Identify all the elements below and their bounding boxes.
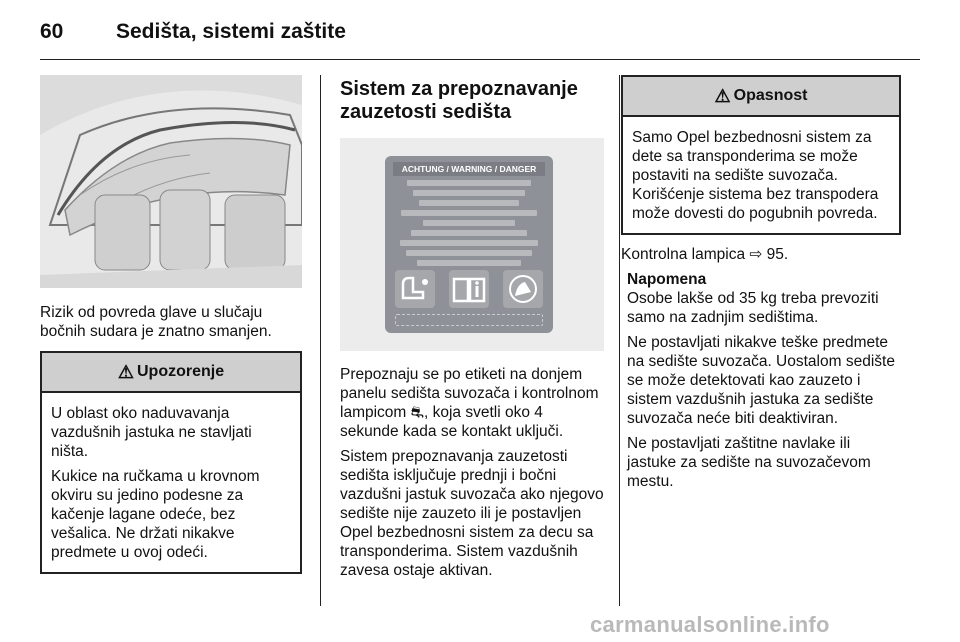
page-number: 60	[40, 20, 64, 43]
note-paragraph: Osobe lakše od 35 kg treba prevoziti samo na zadnjim sedištima.	[627, 290, 879, 326]
column-left	[40, 75, 302, 574]
label-icons	[395, 270, 543, 308]
paragraph: Prepoznaju se po etiketi na donjem panelu sedišta suvozača i kontrolnom lampicom ⛐, koja svetli oko 4 sekunde kada se kontakt uključi.	[340, 366, 599, 440]
danger-paragraph: Samo Opel bezbednosni sistem za dete sa transponderima se može postaviti na sedište suvozača. Korišćenje sistema bez transpodera može dovesti do pogubnih povreda.	[632, 129, 879, 222]
note-paragraph: Ne postavljati zaštitne navlake ili jastuke za sedište na suvozačevom mestu.	[627, 435, 871, 490]
page-header	[40, 20, 920, 60]
column-right	[621, 75, 901, 491]
watermark: carmanualsonline.info	[590, 612, 830, 637]
warning-box	[40, 351, 302, 574]
danger-box	[621, 75, 901, 235]
column-divider	[619, 75, 620, 606]
label-text-lines	[397, 180, 541, 270]
warning-header	[42, 353, 300, 393]
warning-title: Upozorenje	[137, 363, 225, 380]
child-seat-icon	[395, 270, 435, 308]
manual-book-icon	[449, 270, 489, 308]
section-text	[340, 365, 604, 580]
danger-body	[623, 117, 899, 233]
note-title: Napomena	[627, 271, 707, 288]
lamp-reference: Kontrolna lampica ⇨ 95.	[621, 246, 789, 263]
warning-paragraph: Kukice na ručkama u krovnom okviru su jedino podesne za kačenje lagane odeće, bez vešalica. Ne držati nikakve predmete u ovoj odeći.	[51, 468, 260, 561]
rear-facing-seat-icon	[503, 270, 543, 308]
curtain-airbag-illustration	[40, 75, 302, 288]
danger-header	[623, 77, 899, 117]
paragraph: Sistem prepoznavanja zauzetosti sedišta isključuje prednji i bočni vazdušni jastuk suvozača ako njegovo sedište nije zauzeto ili je postavljen Opel bezbednosni sistem za decu sa transponderima. Sistem vazdušnih zavesa ostaje aktivan.	[340, 448, 604, 579]
note-block	[621, 270, 901, 491]
column-divider	[320, 75, 321, 606]
warning-label-illustration	[340, 138, 604, 351]
danger-title: Opasnost	[733, 87, 808, 104]
seat-warning-label	[385, 156, 553, 333]
warning-paragraph: U oblast oko naduvavanja vazdušnih jastuka ne stavljati ništa.	[51, 405, 252, 460]
note-paragraph: Ne postavljati nikakve teške predmete na sedište suvozača. Uostalom sedište se može detektovati kao zauzeto i sistem vazdušnih jastuka za sedište suvozača neće biti deaktiviran.	[627, 334, 895, 427]
label-title: ACHTUNG / WARNING / DANGER	[393, 162, 545, 176]
figure-caption: Rizik od povreda glave u slučaju bočnih sudara je znatno smanjen.	[40, 304, 272, 340]
label-strip	[395, 314, 543, 326]
section-heading: Sistem za prepoznavanje zauzetosti sedišta	[340, 78, 578, 123]
warning-icon: ⚠	[117, 361, 134, 382]
chapter-title: Sedišta, sistemi zaštite	[116, 20, 346, 43]
danger-icon: ⚠	[714, 85, 731, 106]
column-middle	[340, 75, 604, 580]
warning-body	[42, 393, 300, 572]
